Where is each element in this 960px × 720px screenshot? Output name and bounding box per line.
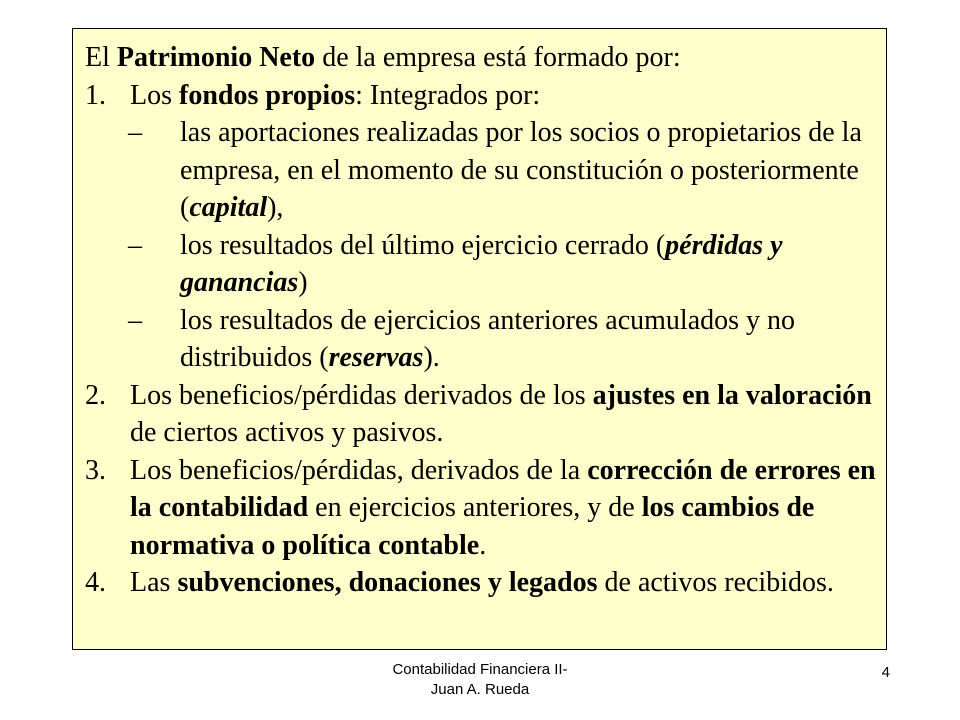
sub-item-3-text-end: ). (423, 342, 440, 373)
sub-item-capital-text (180, 114, 886, 227)
item-1-text-start: Los (130, 79, 179, 111)
sub-item-capital (85, 114, 886, 227)
list-number-4: 4. (85, 567, 106, 598)
item-3-bold-term-2: los cambios de normativa o política contable (130, 492, 815, 561)
item-4-text-start: Las (130, 567, 178, 598)
list-item-2 (85, 377, 886, 452)
list-item-1-text (130, 77, 886, 115)
item-2-bold-term: ajustes en la valoración (592, 379, 872, 411)
footer-caption (330, 660, 630, 700)
sub-item-results (85, 227, 886, 302)
intro-paragraph (85, 39, 886, 77)
sub-item-reserves (85, 302, 886, 377)
sub-item-1-emph: capital (189, 192, 268, 223)
item-2-text-start: Los beneficios/pérdidas derivados de los (130, 379, 593, 411)
sub-item-1-text-start: las aportaciones realizadas por los socios o propietarios de la empresa, en el momento de su constitución o posteriormente ( (180, 117, 862, 223)
list-number-2: 2. (85, 379, 106, 411)
footer-line-1: Contabilidad Financiera II- (392, 661, 568, 678)
sub-item-3-emph: reservas (328, 342, 424, 373)
item-3-text-middle: en ejercicios anteriores, y de (308, 492, 642, 523)
intro-text-end: de la empresa está formado por: (315, 42, 681, 73)
intro-bold-term: Patrimonio Neto (116, 42, 316, 73)
sub-item-1-text-end: ), (267, 192, 284, 223)
sub-item-3-text-start: los resultados de ejercicios anteriores acumulados y no distribuidos ( (180, 304, 796, 373)
item-2-text-end: de ciertos activos y pasivos. (130, 417, 444, 448)
list-item-2-text (130, 377, 886, 452)
sub-item-reserves-text (180, 302, 886, 377)
sub-item-2-emph: pérdidas y ganancias (180, 229, 783, 298)
item-1-bold-term: fondos propios (179, 79, 356, 111)
sub-item-2-text-start: los resultados del último ejercicio cerrado ( (180, 229, 666, 261)
list-number-3: 3. (85, 454, 106, 486)
item-3-text-start: Los beneficios/pérdidas, derivados de la (130, 454, 588, 486)
dash-marker: – (128, 304, 142, 336)
dash-marker: – (128, 229, 142, 261)
item-3-text-end: . (479, 529, 487, 561)
page-number: 4 (881, 664, 890, 681)
content-box (72, 28, 887, 650)
item-4-bold-term: subvenciones, donaciones y legados (177, 567, 598, 598)
sub-item-2-text-end: ) (298, 267, 308, 298)
item-4-text-end: de activos recibidos. (597, 567, 834, 598)
list-item-4 (85, 564, 886, 602)
dash-marker: – (128, 117, 142, 148)
list-item-4-text (130, 564, 886, 602)
sub-item-results-text (180, 227, 886, 302)
list-number-1: 1. (85, 79, 106, 111)
list-item-3 (85, 452, 886, 565)
item-1-text-end: : Integrados por: (355, 79, 541, 111)
intro-text-start: El (85, 42, 117, 73)
list-item-3-text (130, 452, 886, 565)
footer-line-2: Juan A. Rueda (430, 681, 530, 698)
list-item-1 (85, 77, 886, 115)
item-3-bold-term: corrección de errores en la contabilidad (130, 454, 876, 523)
